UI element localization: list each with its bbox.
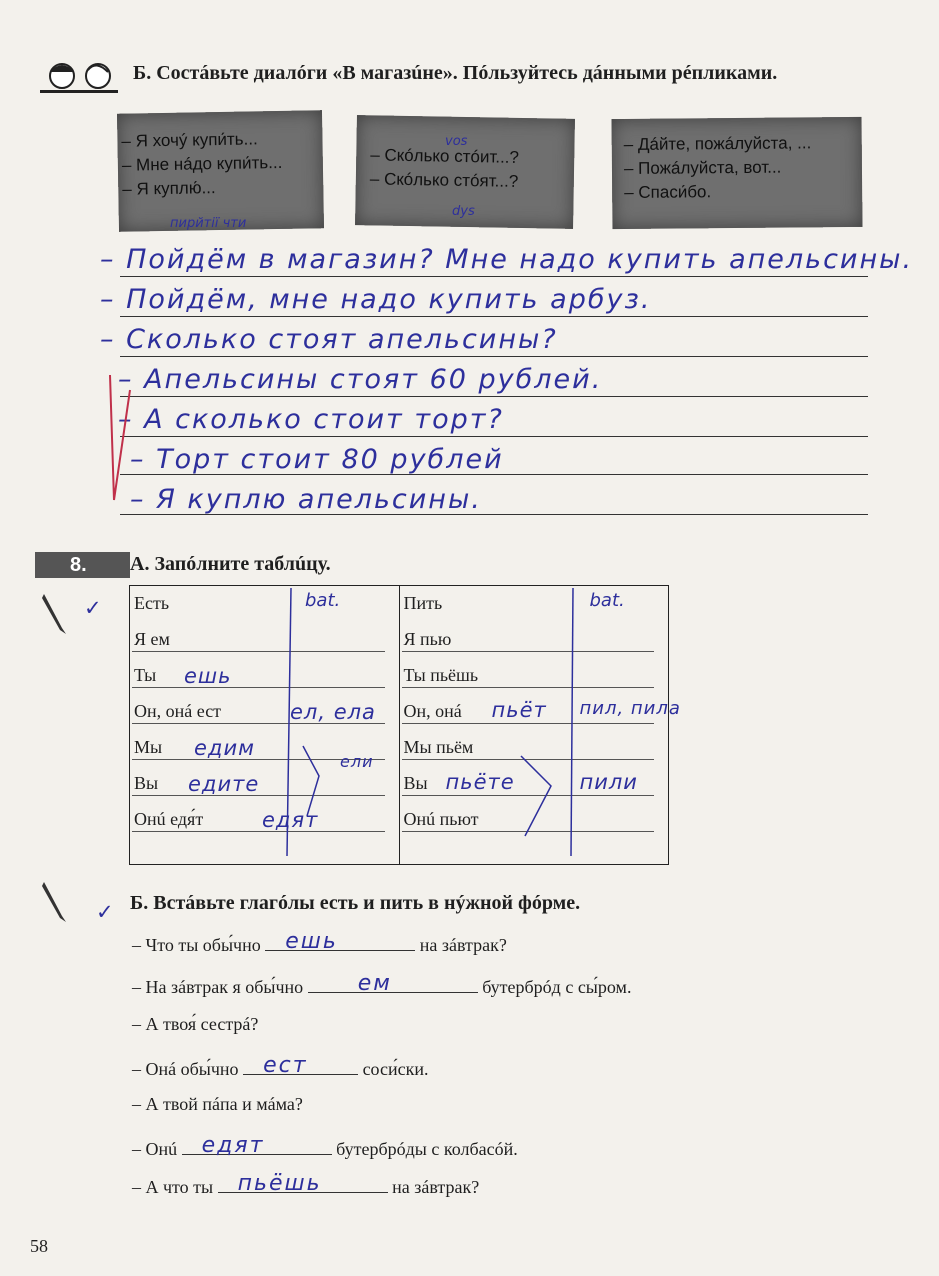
sentence	[132, 1172, 479, 1198]
table-cell-label: Я пью	[403, 629, 452, 649]
handwritten-line: – Я куплю апельсины.	[130, 484, 482, 515]
sentence-text: на зáвтрак?	[419, 935, 507, 955]
part-a-title: А. Запóлните таблúцу.	[130, 553, 331, 575]
answer-blank[interactable]	[182, 1133, 332, 1158]
handwritten-line: – Апельсины стоят 60 рублей.	[118, 364, 603, 395]
table-cell-label: Онú пьют	[403, 809, 479, 829]
sentence-text: – А что ты	[132, 1177, 214, 1197]
column-header: Есть	[134, 593, 170, 613]
handwritten-line: – Пойдём в магазин? Мне надо купить апельсины.	[100, 244, 914, 275]
sentence	[132, 1134, 518, 1160]
sentence-text: – На зáвтрак я обы́чно	[132, 977, 304, 997]
answer-divider-line	[285, 586, 325, 866]
table-cell-label: Ты	[134, 665, 157, 685]
table-answer: едим	[194, 736, 255, 760]
table-answer: едите	[188, 772, 260, 796]
phrase-line: – Спаси́бо.	[624, 182, 712, 202]
table-cell-label: Он, онá ест	[134, 701, 222, 721]
phrase-line: – Мне нáдо купи́ть...	[121, 152, 283, 175]
teacher-bracket-mark	[100, 370, 140, 520]
answer-blank[interactable]	[243, 1053, 358, 1078]
sentence	[132, 1054, 429, 1080]
page-number: 58	[30, 1236, 48, 1256]
dialog-task-title: Б. Состáвьте диалóги «В магазúне». Пóльзуйтесь дáнными рéпликами.	[133, 62, 778, 84]
handwritten-answer: едят	[201, 1133, 265, 1158]
writing-line	[120, 436, 868, 437]
past-tense-answer: пил, пила	[579, 698, 681, 719]
phrase-line: – Дáйте, пожáлуйста, ...	[623, 133, 812, 154]
sentence-text: бутербрóд с сы́ром.	[482, 977, 632, 997]
dialog-people-icon	[40, 60, 118, 98]
answer-divider-line	[515, 586, 585, 866]
answer-blank[interactable]	[218, 1171, 388, 1196]
sentence	[132, 1014, 258, 1035]
part-b-title: Б. Встáвьте глагóлы есть и пить в нýжной фóрме.	[130, 892, 581, 914]
sentence-text: на зáвтрак?	[392, 1177, 480, 1197]
table-cell-label: Онú едя́т	[134, 809, 204, 829]
table-answer: ешь	[184, 664, 232, 688]
exercise-number-label: 8.	[70, 554, 87, 576]
past-tense-answer: ел, ела	[290, 700, 376, 724]
handwritten-answer: пьёшь	[237, 1171, 322, 1196]
table-cell-label: Ты пьёшь	[403, 665, 479, 685]
handwritten-line: – Пойдём, мне надо купить арбуз.	[100, 284, 652, 315]
sentence-text: бутербрóды с колбасóй.	[336, 1139, 518, 1159]
table-answer: пьёт	[491, 698, 547, 722]
card2-annotation-bottom: dys	[452, 204, 475, 219]
sentence-text: – А твой пáпа и мáма?	[132, 1094, 303, 1114]
handwritten-answer: ем	[357, 971, 392, 996]
column-est	[130, 586, 400, 865]
exercise-number	[35, 552, 130, 578]
check-mark: ✓	[84, 596, 103, 620]
handwritten-answer: ешь	[285, 929, 338, 954]
table-cell-label: Он, онá	[403, 701, 462, 721]
conjugation-table	[129, 585, 681, 865]
sentence	[132, 972, 631, 998]
table-cell-label: Вы	[403, 773, 428, 793]
sentence-text: соси́ски.	[362, 1059, 429, 1079]
handwritten-answer: ест	[263, 1053, 308, 1078]
sentence	[132, 1094, 303, 1115]
writing-line	[120, 276, 868, 277]
phrase-line: – Я хочý купи́ть...	[121, 129, 258, 151]
past-tense-answer: пили	[579, 770, 638, 794]
table-cell-label: Я ем	[134, 629, 170, 649]
handwritten-line: – Сколько стоят апельсины?	[100, 324, 558, 355]
writing-line	[120, 316, 868, 317]
header-note: bat.	[305, 590, 341, 611]
table-cell-label: Мы пьём	[403, 737, 474, 757]
writing-line	[120, 396, 868, 397]
sentence	[132, 930, 507, 956]
phrase-card-3	[612, 117, 863, 229]
sentence-text: – Онú	[132, 1139, 178, 1159]
table-answer: пьёте	[445, 770, 515, 794]
phrase-line: – Я куплю́...	[122, 178, 216, 199]
header-note: bat.	[589, 590, 625, 611]
handwritten-line: – А сколько стоит торт?	[118, 404, 504, 435]
past-tense-answer: ели	[340, 752, 374, 771]
phrase-card-1	[117, 110, 324, 232]
handwritten-line: – Торт стоит 80 рублей	[130, 444, 504, 475]
card2-annotation-top: vos	[445, 134, 468, 149]
sentence-text: – Что ты обы́чно	[132, 935, 261, 955]
sentence-text: – А твоя́ сестрá?	[132, 1014, 259, 1034]
phrase-line: – Скóлько стóит...?	[370, 145, 520, 167]
answer-blank[interactable]	[308, 971, 478, 996]
card1-annotation: пирйтії чти	[170, 216, 247, 231]
phrase-line: – Скóлько стóят...?	[369, 169, 519, 191]
column-pit	[399, 586, 681, 865]
table-cell-label: Мы	[134, 737, 163, 757]
sentence-text: – Онá обы́чно	[132, 1059, 239, 1079]
phrase-line: – Пожáлуйста, вот...	[623, 157, 782, 178]
pen-icon	[40, 592, 70, 636]
table-cell-label: Вы	[134, 773, 159, 793]
table-answer: едят	[262, 808, 319, 832]
answer-blank[interactable]	[265, 929, 415, 954]
writing-line	[120, 356, 868, 357]
column-header: Пить	[403, 593, 443, 613]
check-mark: ✓	[96, 900, 115, 924]
pen-icon	[40, 880, 70, 924]
